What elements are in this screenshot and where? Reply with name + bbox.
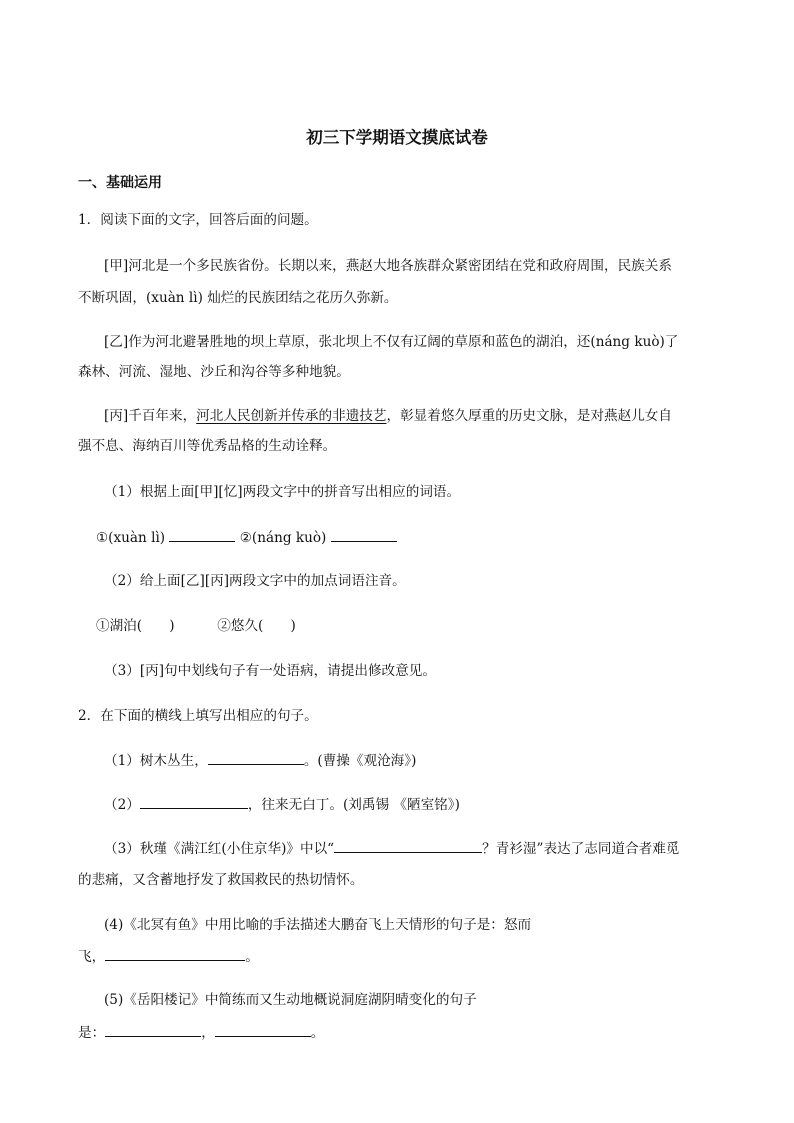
- fill-blank-5b[interactable]: [215, 1022, 311, 1037]
- underlined-sentence: 河北人民创新并传承的非遗技艺: [196, 408, 387, 424]
- fill-sentence-5-comma: ，: [201, 1025, 215, 1041]
- sub-question-2: （2）给上面[乙][丙]两段文字中的加点词语注音。: [104, 573, 406, 589]
- answer-label-b: ②(náng kuò): [239, 530, 327, 546]
- sub-question-2-answers: [96, 616, 296, 636]
- fill-blank-2[interactable]: [140, 794, 248, 809]
- fill-sentence-2-prefix: （2）: [104, 797, 140, 813]
- fill-blank-3[interactable]: [334, 838, 482, 853]
- fill-sentence-5-prefix: 是：: [78, 1025, 106, 1041]
- passage-bing-line-1: [104, 406, 672, 426]
- passage-bing-line-2: 强不息、海纳百川等优秀品格的生动诠释。: [78, 438, 337, 454]
- fill-sentence-2: [104, 794, 460, 815]
- question-2-intro: 2．在下面的横线上填写出相应的句子。: [78, 708, 318, 724]
- question-1-intro: 1．阅读下面的文字，回答后面的问题。: [78, 212, 318, 228]
- section-heading: 一、基础运用: [78, 175, 162, 191]
- fill-sentence-4-line-2: [78, 946, 259, 967]
- pinyin-answer-b[interactable]: ②悠久( ): [217, 618, 296, 634]
- fill-sentence-3-line-2: 的悲痛，又含蓄地抒发了救国救民的热切情怀。: [78, 872, 364, 888]
- fill-sentence-4-prefix: 飞，: [78, 949, 106, 965]
- fill-sentence-4-line-1: (4)《北冥有鱼》中用比喻的手法描述大鹏奋飞上天情形的句子是：怒而: [104, 917, 532, 933]
- fill-sentence-5-line-2: [78, 1022, 324, 1043]
- fill-blank-1[interactable]: [208, 750, 304, 765]
- fill-sentence-3-line-1: [104, 838, 679, 859]
- sub-question-1-answers: [96, 527, 397, 548]
- passage-yi-line-2: 森林、河流、湿地、沙丘和沟谷等多种地貌。: [78, 364, 350, 380]
- answer-label-a: ①(xuàn lì): [96, 530, 166, 546]
- fill-sentence-4-suffix: 。: [245, 949, 259, 965]
- fill-sentence-5-line-1: (5)《岳阳楼记》中简练而又生动地概说洞庭湖阴晴变化的句子: [104, 992, 477, 1008]
- fill-blank-4[interactable]: [105, 946, 245, 961]
- passage-bing-suffix: ，彰显着悠久厚重的历史文脉，是对燕赵儿女自: [386, 408, 672, 424]
- sub-question-1: （1）根据上面[甲][忆]两段文字中的拼音写出相应的词语。: [104, 484, 461, 500]
- passage-jia-line-2: 不断巩固，(xuàn lì) 灿烂的民族团结之花历久弥新。: [78, 290, 398, 306]
- passage-jia-line-1: [甲]河北是一个多民族省份。长期以来，燕赵大地各族群众紧密团结在党和政府周围，民族关系: [104, 258, 672, 274]
- page-title: 初三下学期语文摸底试卷: [306, 128, 488, 147]
- fill-sentence-1-prefix: （1）树木丛生，: [104, 753, 208, 769]
- fill-sentence-1: [104, 750, 416, 771]
- passage-bing-prefix: [丙]千百年来，: [104, 408, 197, 424]
- fill-sentence-5-suffix: 。: [310, 1025, 325, 1041]
- fill-sentence-3-suffix: ？青衫湿”表达了志同道合者难觅: [482, 841, 680, 857]
- fill-sentence-1-suffix: 。(曹操《观沧海》): [303, 753, 417, 769]
- fill-sentence-2-suffix: ，往来无白丁。(刘禹锡 《陋室铭》): [247, 797, 460, 813]
- fill-blank-5a[interactable]: [105, 1022, 201, 1037]
- passage-yi-line-1: [乙]作为河北避暑胜地的坝上草原，张北坝上不仅有辽阔的草原和蓝色的湖泊，还(náng kuò)了: [104, 334, 679, 350]
- pinyin-answer-a[interactable]: ①湖泊( ): [96, 618, 175, 634]
- fill-sentence-3-prefix: （3）秋瑾《满江红(小住京华)》中以“: [104, 841, 335, 857]
- sub-question-3: （3）[丙]句中划线句子有一处语病，请提出修改意见。: [104, 663, 436, 679]
- answer-blank-a[interactable]: [169, 527, 235, 542]
- answer-blank-b[interactable]: [331, 527, 397, 542]
